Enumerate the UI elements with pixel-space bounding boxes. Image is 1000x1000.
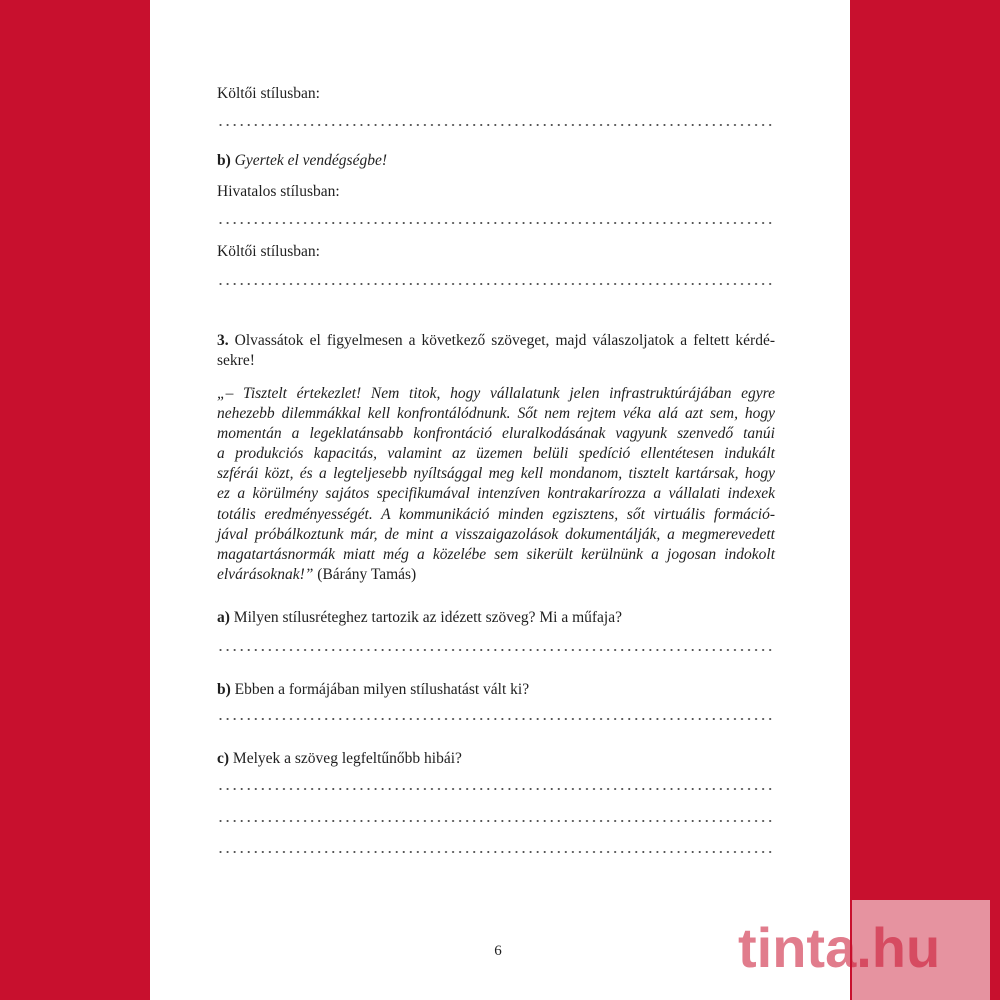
answer-line[interactable]: [217, 281, 775, 287]
label-poetic-style-a: Költői stílusban:: [217, 85, 320, 102]
task3-instruction-line: 3. Olvassátok el figyelmesen a következő szöveget, majd válaszoljatok a feltett kérdé-: [217, 332, 775, 349]
question-c-marker: c): [217, 750, 230, 767]
exercise-b-prompt: [217, 151, 775, 170]
page-number: 6: [494, 943, 502, 959]
watermark-logo: tinta.hu: [738, 916, 941, 979]
quote-line: magatartásnormák miatt még a közelébe sem sikerült kerülnünk a jogosan indokolt: [217, 545, 775, 563]
question-a-text: Milyen stílusréteghez tartozik az idézett szöveg? Mi a műfaja?: [233, 609, 623, 626]
question-c: [217, 749, 775, 768]
quote-line: jával próbálkoztunk már, de mint a visszaigazolások dokumentálják, a megmerevedett: [217, 525, 775, 543]
task3-instruction: [217, 331, 775, 371]
label-official-style: Hivatalos stílusban:: [217, 183, 340, 200]
answer-line[interactable]: [217, 122, 775, 128]
task3-number: 3.: [217, 332, 229, 349]
answer-line[interactable]: [217, 786, 775, 792]
exercise-b-marker: b): [217, 152, 231, 169]
quote-line: ez a körülmény sajátos specifikumával intenzíven kontrakarírozza a vállalati indexek: [217, 485, 775, 503]
quote-line: nehezebb dilemmákkal kell konfrontálódnunk. Sőt nem rejtem véka alá azt sem, hogy: [217, 405, 775, 423]
answer-line[interactable]: [217, 818, 775, 824]
question-b-marker: b): [217, 681, 231, 698]
answer-line[interactable]: [217, 220, 775, 226]
question-b-text: Ebben a formájában milyen stílushatást vált ki?: [234, 681, 530, 698]
quoted-text: [217, 384, 775, 585]
label-poetic-style-b: Költői stílusban:: [217, 243, 320, 260]
exercise-b-sentence: Gyertek el vendégségbe!: [234, 152, 388, 169]
quote-author: (Bárány Tamás): [317, 565, 417, 583]
quote-line: szférái közt, és a legteljesebb nyíltsággal meg kell mondanom, tisztelt kartársak, hogy: [217, 465, 775, 483]
question-c-text: Melyek a szöveg legfeltűnőbb hibái?: [232, 750, 462, 767]
quote-line-last: elvárásoknak!” (Bárány Tamás): [217, 565, 417, 583]
answer-line[interactable]: [217, 849, 775, 855]
question-a: [217, 608, 775, 627]
quote-line: momentán a legeklatánsabb konfrontáció eluralkodásának vagyunk szenvedő tanúi: [217, 425, 775, 443]
question-b: [217, 680, 775, 699]
task3-instruction-line: sekre!: [217, 352, 255, 369]
quote-line: totális eredményességét. A kommunikáció minden egzisztens, sőt virtuális formáció-: [217, 505, 775, 523]
quote-line: „– Tisztelt értekezlet! Nem titok, hogy vállalatunk jelen infrastruktúrájában egyre: [217, 385, 775, 402]
question-a-marker: a): [217, 609, 230, 626]
answer-line[interactable]: [217, 647, 775, 653]
answer-line[interactable]: [217, 716, 775, 722]
quote-line: a produkciós kapacitás, valamint az üzemen belüli spedíció ellentétesen indukált: [217, 445, 775, 463]
